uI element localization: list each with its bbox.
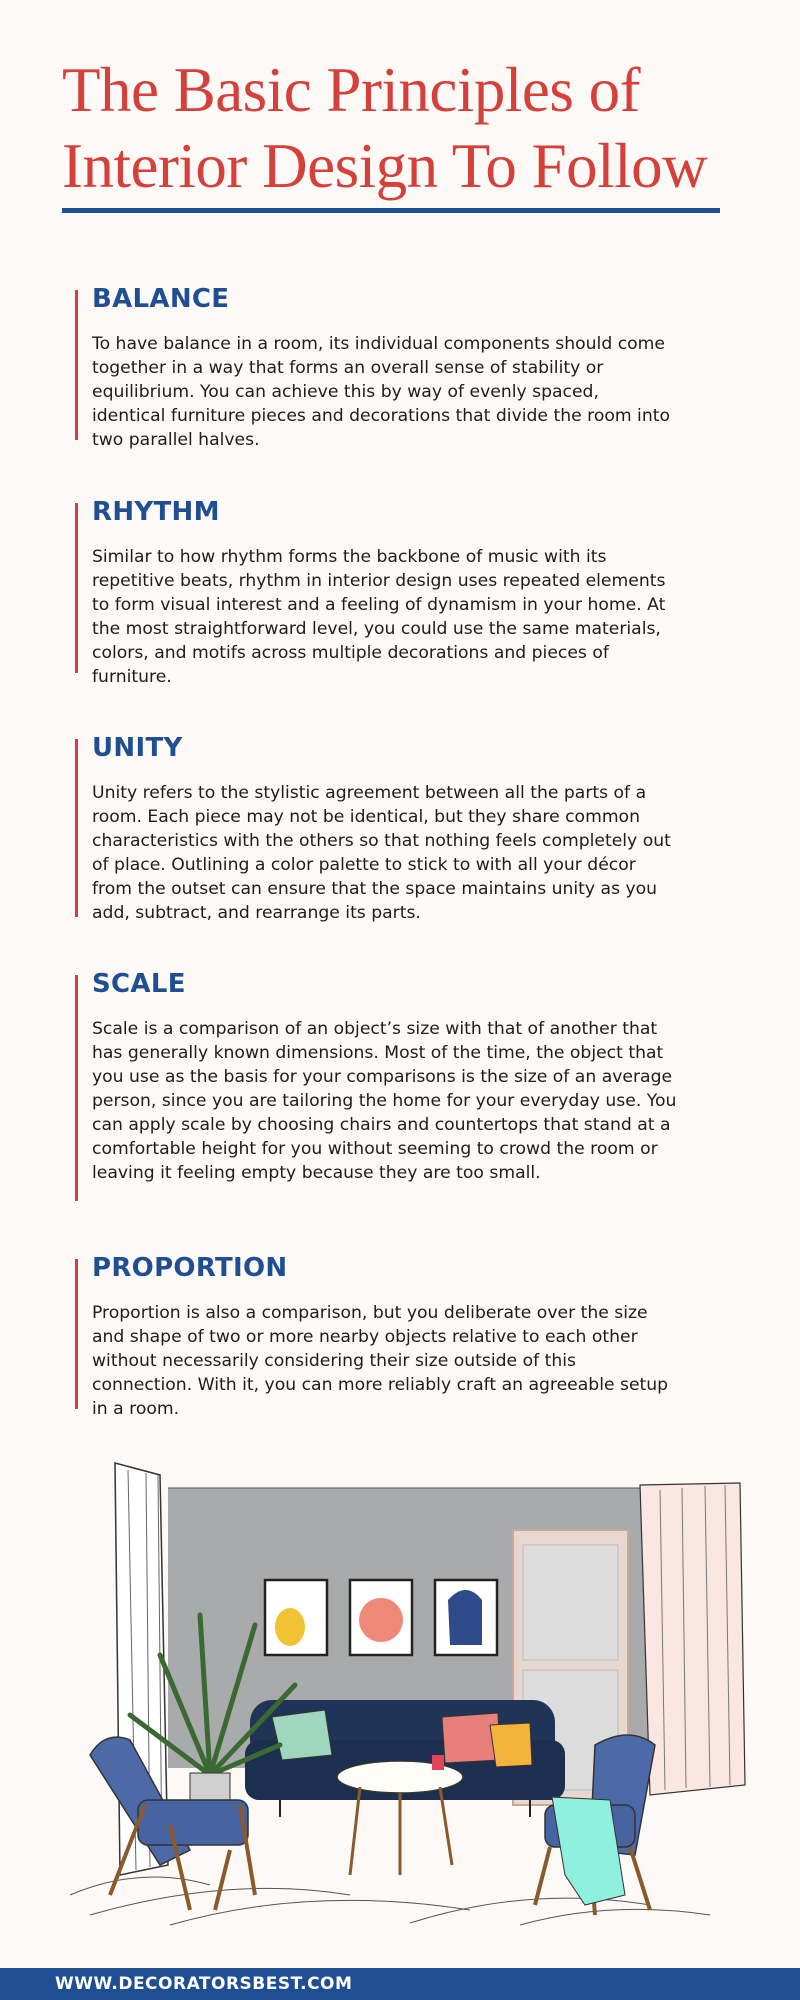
section-accent-bar bbox=[75, 503, 78, 673]
title-underline bbox=[62, 208, 720, 213]
section-accent-bar bbox=[75, 1259, 78, 1409]
section-body: Proportion is also a comparison, but you deliberate over the size and shape of two or more nearby objects relative to each other without necessarily considering their size outside of this connection. With it, you can more reliably craft an agreeable setup in a room. bbox=[92, 1303, 669, 1419]
section-accent-bar bbox=[75, 739, 78, 917]
section-heading: PROPORTION bbox=[92, 1253, 288, 1283]
section-heading: BALANCE bbox=[92, 284, 230, 314]
title-line-1: The Basic Principles of bbox=[62, 55, 641, 125]
section-accent-bar bbox=[75, 290, 78, 440]
living-room-illustration bbox=[50, 1455, 750, 1933]
section-body: Scale is a comparison of an object’s size with that of another that has generally known dimensions. Most of the time, the object that you use as the basis for your comparisons is the size of an average person, since you are tailoring the home for your everyday use. You can apply scale by choosing chairs and countertops that stand at a comfortable height for you without seeming to crowd the room or leaving it feeling empty because they are too small. bbox=[92, 1019, 677, 1183]
section-heading: UNITY bbox=[92, 733, 183, 763]
title-line-2: Interior Design To Follow bbox=[62, 131, 708, 201]
section-heading: RHYTHM bbox=[92, 497, 220, 527]
section-body: To have balance in a room, its individual components should come together in a way that forms an overall sense of stability or equilibrium. You can achieve this by way of evenly spaced, identical furniture pieces and decorations that divide the room into two parallel halves. bbox=[92, 334, 670, 450]
framed-art-icon bbox=[265, 1580, 497, 1655]
page-title bbox=[62, 52, 742, 204]
section-body: Unity refers to the stylistic agreement between all the parts of a room. Each piece may not be identical, but they share common characteristics with the others so that nothing feels completely out of place. Outlining a color palette to stick to with all your décor from the outset can ensure that the space maintains unity as you add, subtract, and rearrange its parts. bbox=[92, 783, 671, 923]
right-curtain-icon bbox=[640, 1483, 745, 1795]
coffee-table-icon bbox=[337, 1755, 463, 1875]
sofa-icon bbox=[245, 1700, 565, 1817]
section-body: Similar to how rhythm forms the backbone of music with its repetitive beats, rhythm in interior design uses repeated elements to form visual interest and a feeling of dynamism in your home. At the most straightforward level, you could use the same materials, colors, and motifs across multiple decorations and pieces of furniture. bbox=[92, 547, 666, 687]
footer-bar bbox=[0, 1968, 800, 2000]
section-accent-bar bbox=[75, 975, 78, 1201]
section-heading: SCALE bbox=[92, 969, 186, 999]
footer-url-link[interactable]: WWW.DECORATORSBEST.COM bbox=[55, 1974, 353, 1994]
